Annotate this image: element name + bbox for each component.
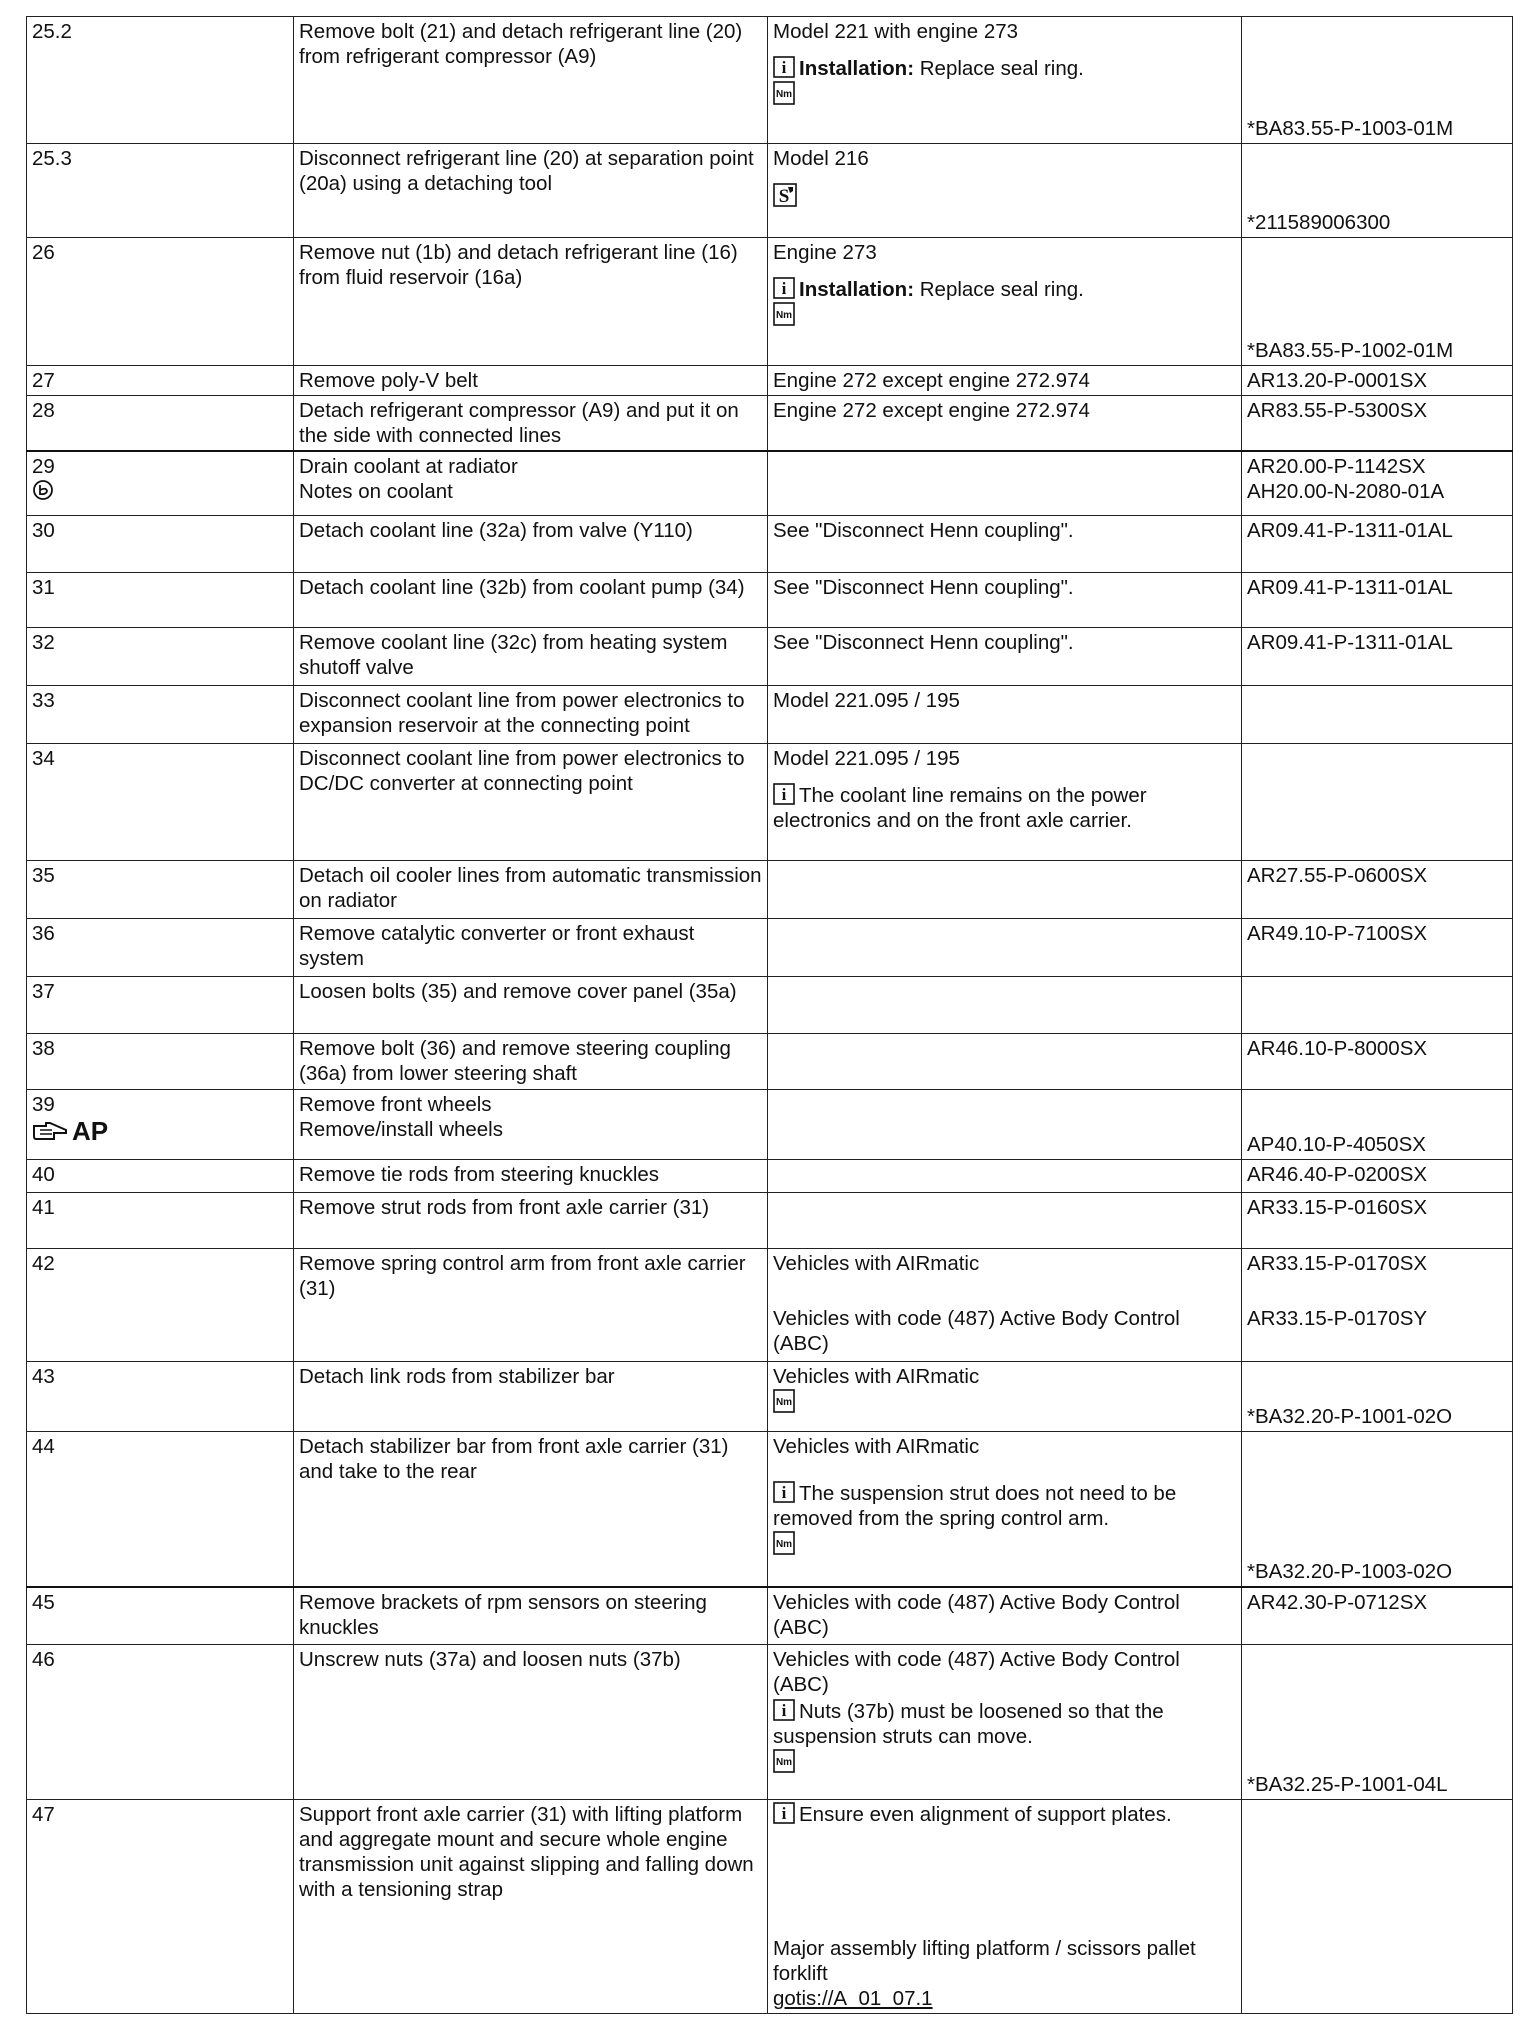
reference-cell (1242, 1089, 1513, 1159)
table-row (27, 1799, 1513, 2013)
ap-reference-marker (32, 1115, 109, 1146)
step-text: Detach stabilizer bar from front axle carrier (31) and take to the rear (294, 1431, 768, 1587)
step-number: 40 (27, 1159, 294, 1192)
svg-text:Nm: Nm (775, 1756, 793, 1768)
reference-cell (1242, 144, 1513, 238)
torque-icon (773, 302, 795, 326)
condition-text: Model 216 (773, 147, 869, 170)
table-row (27, 918, 1513, 976)
condition-cell (768, 860, 1242, 918)
reference-cell (1242, 17, 1513, 144)
info-icon (773, 1481, 795, 1503)
step-number: 45 (27, 1587, 294, 1644)
step-text-cell (294, 1089, 768, 1159)
condition-text: Model 221.095 / 195 (773, 746, 960, 770)
reference-link[interactable]: AR46.10-P-8000SX (1242, 1033, 1513, 1089)
reference-code: *BA83.55-P-1003-01M (1247, 117, 1454, 140)
svg-text:i: i (781, 1803, 787, 1823)
reference-cell (1242, 685, 1513, 743)
svg-text:S: S (778, 186, 790, 207)
condition-text: Model 221.095 / 195 (768, 685, 1242, 743)
svg-text:i: i (781, 1700, 787, 1720)
step-number: 47 (27, 1799, 294, 2013)
condition-cell (768, 1799, 1242, 2013)
table-row (27, 1361, 1513, 1431)
step-number: 39 (32, 1092, 55, 1116)
table-row (27, 17, 1513, 144)
condition-text: Engine 272 except engine 272.974 (768, 366, 1242, 396)
condition-cell (768, 918, 1242, 976)
table-row (27, 860, 1513, 918)
table-row (27, 366, 1513, 396)
step-text: Detach coolant line (32a) from valve (Y110) (294, 515, 768, 572)
reference-cell (1242, 451, 1513, 515)
table-row (27, 1159, 1513, 1192)
condition-text: Vehicles with code (487) Active Body Control (ABC) (773, 1647, 1180, 1696)
condition-cell (768, 1159, 1242, 1192)
svg-text:i: i (781, 279, 787, 298)
step-text: Detach coolant line (32b) from coolant pump (34) (294, 572, 768, 627)
equipment-text: Major assembly lifting platform / scissors pallet forklift (773, 1936, 1196, 1985)
note-text: Ensure even alignment of support plates. (799, 1802, 1172, 1826)
torque-icon (773, 81, 795, 105)
condition-text: Vehicles with AIRmatic (773, 1251, 980, 1275)
step-subtext: Notes on coolant (299, 480, 453, 503)
reference-code: *BA32.20-P-1003-02O (1247, 1560, 1453, 1583)
step-subtext: Remove/install wheels (299, 1117, 503, 1141)
reference-link[interactable]: AR33.15-P-0170SX (1247, 1251, 1428, 1275)
reference-link[interactable]: AR33.15-P-0160SX (1242, 1192, 1513, 1248)
reference-link[interactable]: AR33.15-P-0170SY (1247, 1306, 1428, 1330)
table-row (27, 1431, 1513, 1587)
condition-cell (768, 451, 1242, 515)
condition-cell (768, 1644, 1242, 1799)
step-number: 25.2 (27, 17, 294, 144)
step-text: Remove strut rods from front axle carrier (31) (294, 1192, 768, 1248)
reference-cell (1242, 1431, 1513, 1587)
torque-icon (773, 1389, 795, 1413)
reference-code: *BA32.20-P-1001-02O (1247, 1404, 1453, 1428)
step-number: 29 (32, 455, 55, 478)
step-text: Remove coolant line (32c) from heating system shutoff valve (294, 627, 768, 685)
step-number: 33 (27, 685, 294, 743)
step-text: Detach refrigerant compressor (A9) and put it on the side with connected lines (294, 396, 768, 452)
condition-cell (768, 1431, 1242, 1587)
condition-text: Model 221 with engine 273 (773, 20, 1019, 43)
step-number: 36 (27, 918, 294, 976)
step-number: 37 (27, 976, 294, 1033)
step-text: Remove front wheels (299, 1092, 492, 1116)
step-text: Remove poly-V belt (294, 366, 768, 396)
torque-icon (773, 1749, 795, 1773)
reference-link[interactable]: AR49.10-P-7100SX (1242, 918, 1513, 976)
step-number: 42 (27, 1248, 294, 1361)
step-text: Unscrew nuts (37a) and loosen nuts (37b) (294, 1644, 768, 1799)
info-icon (773, 1699, 795, 1721)
condition-text: Vehicles with code (487) Active Body Control (ABC) (773, 1306, 1180, 1355)
svg-text:i: i (781, 1482, 787, 1502)
condition-cell (768, 17, 1242, 144)
step-cell (27, 1089, 294, 1159)
info-icon (773, 1802, 795, 1824)
step-text: Remove tie rods from steering knuckles (294, 1159, 768, 1192)
reference-link[interactable]: AR13.20-P-0001SX (1242, 366, 1513, 396)
reference-cell (1242, 1799, 1513, 2013)
step-text: Remove bolt (36) and remove steering coupling (36a) from lower steering shaft (294, 1033, 768, 1089)
note-text: Replace seal ring. (919, 57, 1084, 80)
step-number: 35 (27, 860, 294, 918)
svg-text:i: i (781, 58, 787, 77)
condition-cell (768, 1192, 1242, 1248)
reference-link[interactable]: AR46.40-P-0200SX (1242, 1159, 1513, 1192)
reference-cell (1242, 238, 1513, 366)
reference-cell (1242, 1644, 1513, 1799)
condition-text: Vehicles with AIRmatic (773, 1434, 980, 1458)
condition-cell (768, 1089, 1242, 1159)
table-row (27, 451, 1513, 515)
reference-link[interactable]: AR20.00-P-1142SX (1247, 455, 1426, 478)
table-row (27, 1587, 1513, 1644)
reference-cell (1242, 743, 1513, 860)
procedure-table (26, 16, 1513, 2014)
svg-text:i: i (781, 784, 787, 804)
table-row (27, 976, 1513, 1033)
table-row (27, 685, 1513, 743)
installation-label: Installation: (799, 278, 915, 301)
condition-cell (768, 1248, 1242, 1361)
installation-label: Installation: (799, 57, 915, 80)
torque-icon (773, 1531, 795, 1555)
step-text: Loosen bolts (35) and remove cover panel (35a) (294, 976, 768, 1033)
step-number: 46 (27, 1644, 294, 1799)
table-row (27, 627, 1513, 685)
condition-text: Vehicles with AIRmatic (773, 1364, 980, 1388)
step-cell (27, 451, 294, 515)
condition-cell (768, 1361, 1242, 1431)
step-number: 41 (27, 1192, 294, 1248)
step-number: 44 (27, 1431, 294, 1587)
table-row (27, 396, 1513, 452)
table-row (27, 515, 1513, 572)
condition-cell (768, 238, 1242, 366)
table-row (27, 1192, 1513, 1248)
step-number: 31 (27, 572, 294, 627)
step-number: 26 (27, 238, 294, 366)
table-row (27, 1248, 1513, 1361)
table-row (27, 572, 1513, 627)
gotis-link[interactable]: gotis://A_01_07.1 (773, 1986, 933, 2010)
table-row (27, 1089, 1513, 1159)
note-text: The coolant line remains on the power electronics and on the front axle carrier. (773, 783, 1147, 832)
table-row (27, 1033, 1513, 1089)
info-icon (773, 783, 795, 805)
condition-text: See "Disconnect Henn coupling". (768, 515, 1242, 572)
svg-text:Nm: Nm (775, 310, 793, 321)
step-text: Detach oil cooler lines from automatic transmission on radiator (294, 860, 768, 918)
condition-cell (768, 1033, 1242, 1089)
step-number: 38 (27, 1033, 294, 1089)
svg-text:Nm: Nm (775, 89, 793, 100)
reference-link[interactable]: AR83.55-P-5300SX (1242, 396, 1513, 452)
step-text: Detach link rods from stabilizer bar (294, 1361, 768, 1431)
tool-number: *211589006300 (1247, 211, 1391, 234)
step-text: Support front axle carrier (31) with lifting platform and aggregate mount and secure whole engine transmission unit against slipping and falling down with a tensioning strap (294, 1799, 768, 2013)
info-icon (773, 277, 795, 299)
step-text: Drain coolant at radiator (299, 455, 518, 478)
reference-link[interactable]: AR09.41-P-1311-01AL (1242, 627, 1513, 685)
note-text: Nuts (37b) must be loosened so that the suspension struts can move. (773, 1699, 1164, 1748)
condition-text: Engine 272 except engine 272.974 (768, 396, 1242, 452)
table-row (27, 743, 1513, 860)
reference-code: *BA32.25-P-1001-04L (1247, 1772, 1448, 1796)
table-row (27, 1644, 1513, 1799)
condition-text: Engine 273 (773, 241, 877, 264)
step-number: 27 (27, 366, 294, 396)
reference-cell (1242, 1361, 1513, 1431)
condition-cell (768, 144, 1242, 238)
reference-cell (1242, 1248, 1513, 1361)
reference-link[interactable]: AR09.41-P-1311-01AL (1242, 515, 1513, 572)
step-number: 43 (27, 1361, 294, 1431)
reference-link[interactable]: AR42.30-P-0712SX (1242, 1587, 1513, 1644)
step-number: 34 (27, 743, 294, 860)
condition-cell (768, 743, 1242, 860)
reference-link[interactable]: AH20.00-N-2080-01A (1247, 480, 1445, 503)
reference-code: *BA83.55-P-1002-01M (1247, 339, 1454, 362)
reference-link[interactable]: AR09.41-P-1311-01AL (1242, 572, 1513, 627)
info-icon (773, 56, 795, 78)
pointing-hand-icon (32, 1120, 68, 1142)
step-number: 32 (27, 627, 294, 685)
condition-cell (768, 976, 1242, 1033)
table-row (27, 144, 1513, 238)
condition-text: Vehicles with code (487) Active Body Control (ABC) (768, 1587, 1242, 1644)
step-number: 30 (27, 515, 294, 572)
special-tool-icon (773, 183, 797, 207)
step-text: Remove spring control arm from front axle carrier (31) (294, 1248, 768, 1361)
svg-text:Nm: Nm (775, 1396, 793, 1408)
step-text: Disconnect coolant line from power electronics to expansion reservoir at the connecting point (294, 685, 768, 743)
step-text-cell (294, 451, 768, 515)
environment-note-icon (32, 479, 54, 501)
condition-text: See "Disconnect Henn coupling". (768, 627, 1242, 685)
step-text: Remove nut (1b) and detach refrigerant line (16) from fluid reservoir (16a) (294, 238, 768, 366)
note-text: Replace seal ring. (919, 278, 1084, 301)
svg-text:Nm: Nm (775, 1538, 793, 1550)
table-row (27, 238, 1513, 366)
ap-label: AP (72, 1115, 109, 1146)
step-number: 25.3 (27, 144, 294, 238)
note-text: The suspension strut does not need to be removed from the spring control arm. (773, 1481, 1177, 1530)
reference-link[interactable]: AP40.10-P-4050SX (1247, 1132, 1426, 1156)
step-text: Remove bolt (21) and detach refrigerant line (20) from refrigerant compressor (A9) (294, 17, 768, 144)
condition-text: See "Disconnect Henn coupling". (768, 572, 1242, 627)
step-number: 28 (27, 396, 294, 452)
step-text: Disconnect coolant line from power electronics to DC/DC converter at connecting point (294, 743, 768, 860)
reference-link[interactable]: AR27.55-P-0600SX (1242, 860, 1513, 918)
step-text: Remove catalytic converter or front exhaust system (294, 918, 768, 976)
step-text: Disconnect refrigerant line (20) at separation point (20a) using a detaching tool (294, 144, 768, 238)
reference-cell (1242, 976, 1513, 1033)
step-text: Remove brackets of rpm sensors on steering knuckles (294, 1587, 768, 1644)
